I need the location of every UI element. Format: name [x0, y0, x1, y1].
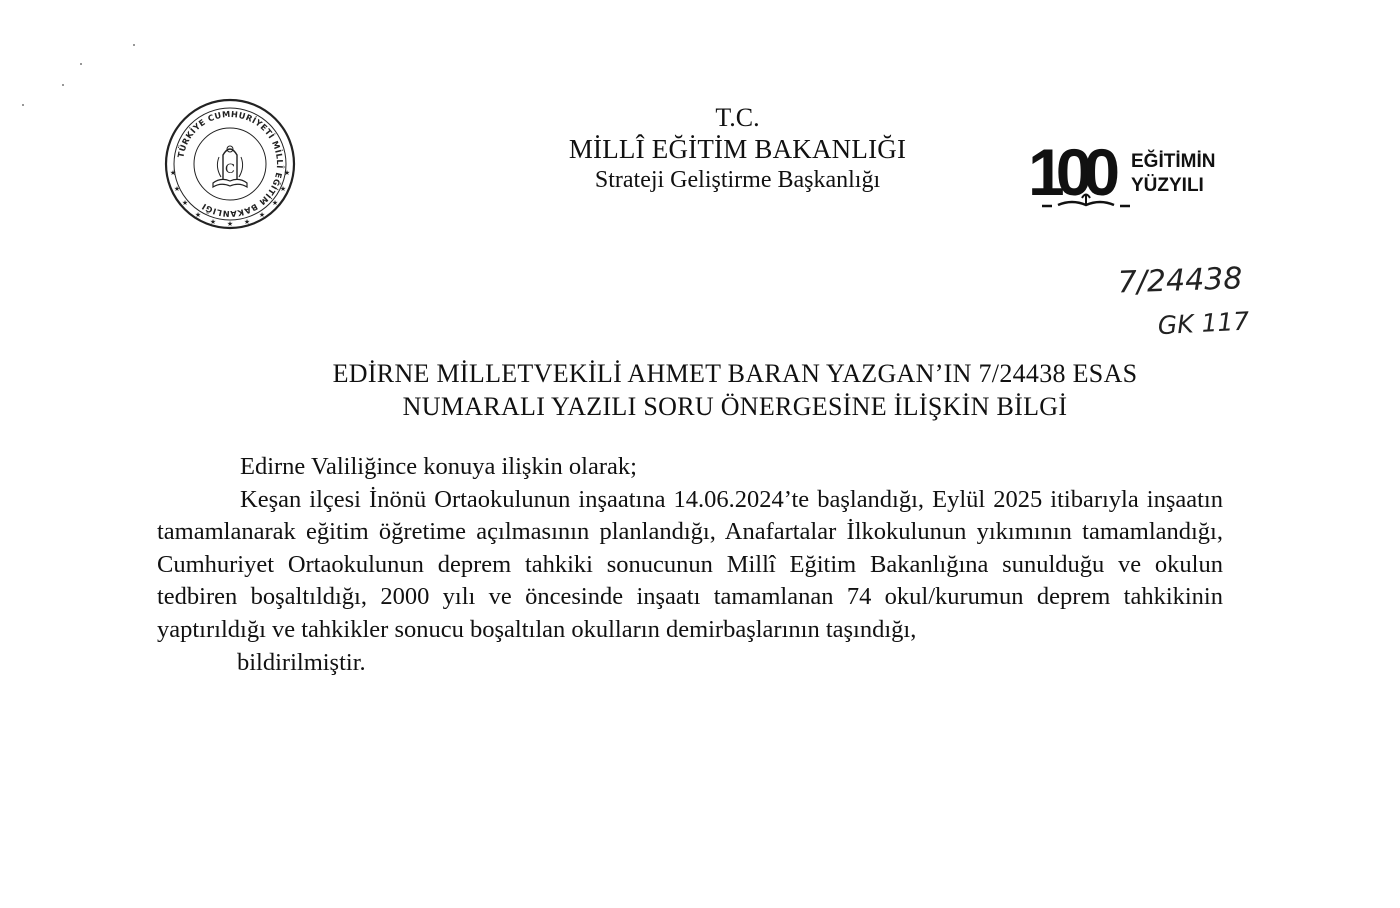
- letter-body: [157, 451, 1223, 679]
- body-paragraph: Keşan ilçesi İnönü Ortaokulunun inşaatına 14.06.2024’te başlandığı, Eylül 2025 itibarıyla inşaatın tamamlanarak eğitim öğretime açılmasının planlandığı, Anafartalar İlkokulunun yıkımının tamamlandığı, Cumhuriyet Ortaokulunun deprem tahkiki sonucunun Millî Eğitim Bakanlığına sunulduğu ve okulun tedbiren boşaltıldığı, 2000 yılı ve öncesinde inşaatı tamamlanan 74 okul/kurumun deprem tahkikinin yaptırıldığı ve tahkikler sonucu boşaltılan okulların demirbaşlarının taşındığı,: [157, 485, 1223, 643]
- seal-star: ★: [243, 218, 251, 226]
- scan-speck: [80, 63, 82, 65]
- seal-star: ★: [169, 169, 177, 177]
- subject-heading: [290, 357, 1180, 423]
- body-closing: bildirilmiştir.: [237, 648, 366, 676]
- logo-word-egitimin: EĞİTİMİN: [1131, 151, 1216, 172]
- seal-star: ★: [279, 185, 287, 193]
- scan-speck: [22, 104, 24, 106]
- seal-star: ★: [209, 218, 217, 226]
- handwritten-reference: [1110, 258, 1270, 348]
- seal-ring-text: TÜRKİYE CUMHURİYETİ MİLLÎ EĞİTİM BAKANLIĞI: [175, 108, 286, 220]
- seal-star: ★: [271, 199, 279, 207]
- scan-speck: [133, 44, 135, 46]
- seal-star: ★: [194, 211, 202, 219]
- seal-star: ★: [283, 169, 291, 177]
- handwritten-code: GK 117: [1157, 306, 1250, 341]
- seal-star: ★: [173, 185, 181, 193]
- body-intro: Edirne Valiliğince konuya ilişkin olarak;: [240, 453, 637, 480]
- logo-number: 100: [1028, 135, 1112, 209]
- header-ministry: MİLLÎ EĞİTİM BAKANLIĞI: [568, 134, 907, 164]
- seal-star: ★: [181, 199, 189, 207]
- seal-star: ★: [226, 220, 234, 228]
- header-tc: T.C.: [715, 103, 760, 132]
- seal-center-letter: C: [225, 162, 235, 177]
- letterhead: [500, 103, 975, 195]
- subject-line-2: NUMARALI YAZILI SORU ÖNERGESİNE İLİŞKİN BİLGİ: [402, 392, 1068, 421]
- handwritten-file-number: 7/24438: [1117, 261, 1243, 301]
- subject-line-1: EDİRNE MİLLETVEKİLİ AHMET BARAN YAZGAN’IN 7/24438 ESAS: [332, 359, 1138, 388]
- logo-word-yuzyili: YÜZYILI: [1131, 175, 1204, 196]
- seal-star: ★: [258, 211, 266, 219]
- ministry-seal-icon: [163, 97, 297, 231]
- header-department: Strateji Geliştirme Başkanlığı: [594, 167, 881, 193]
- scan-speck: [62, 84, 64, 86]
- centennial-logo: [1028, 135, 1238, 215]
